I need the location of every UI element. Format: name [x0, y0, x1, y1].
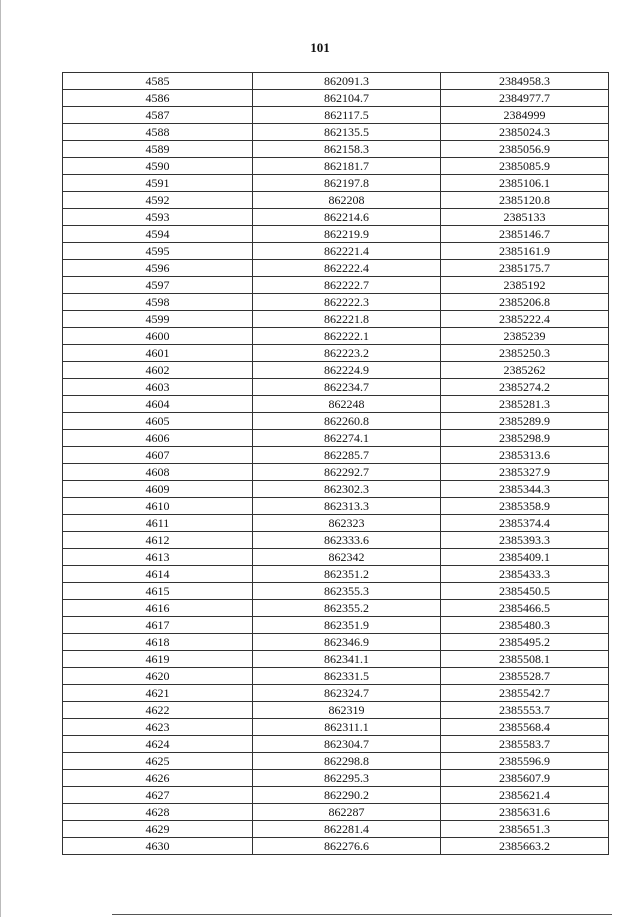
point-number-cell: 4622: [63, 702, 253, 719]
page-number: 101: [310, 40, 330, 55]
x-coordinate-cell: 862346.9: [253, 634, 441, 651]
table-row: [63, 549, 609, 566]
y-coordinate-cell: 2385344.3: [441, 481, 609, 498]
x-coordinate-cell: 862331.5: [253, 668, 441, 685]
point-number-cell: 4601: [63, 345, 253, 362]
y-coordinate-cell: 2385374.4: [441, 515, 609, 532]
table-row: [63, 736, 609, 753]
bottom-rule: [112, 914, 612, 915]
y-coordinate-cell: 2385583.7: [441, 736, 609, 753]
table-row: [63, 685, 609, 702]
x-coordinate-cell: 862197.8: [253, 175, 441, 192]
table-row: [63, 532, 609, 549]
point-number-cell: 4604: [63, 396, 253, 413]
point-number-cell: 4629: [63, 821, 253, 838]
point-number-cell: 4625: [63, 753, 253, 770]
point-number-cell: 4598: [63, 294, 253, 311]
y-coordinate-cell: 2385542.7: [441, 685, 609, 702]
table-row: [63, 328, 609, 345]
table-row: [63, 583, 609, 600]
y-coordinate-cell: 2385175.7: [441, 260, 609, 277]
x-coordinate-cell: 862304.7: [253, 736, 441, 753]
point-number-cell: 4609: [63, 481, 253, 498]
x-coordinate-cell: 862295.3: [253, 770, 441, 787]
point-number-cell: 4614: [63, 566, 253, 583]
table-row: [63, 719, 609, 736]
coordinates-table: [62, 72, 609, 855]
x-coordinate-cell: 862311.1: [253, 719, 441, 736]
y-coordinate-cell: 2385450.5: [441, 583, 609, 600]
point-number-cell: 4591: [63, 175, 253, 192]
point-number-cell: 4619: [63, 651, 253, 668]
table-row: [63, 787, 609, 804]
y-coordinate-cell: 2385553.7: [441, 702, 609, 719]
y-coordinate-cell: 2385133: [441, 209, 609, 226]
x-coordinate-cell: 862324.7: [253, 685, 441, 702]
point-number-cell: 4597: [63, 277, 253, 294]
y-coordinate-cell: 2385596.9: [441, 753, 609, 770]
point-number-cell: 4610: [63, 498, 253, 515]
x-coordinate-cell: 862104.7: [253, 90, 441, 107]
point-number-cell: 4605: [63, 413, 253, 430]
table-row: [63, 838, 609, 855]
point-number-cell: 4596: [63, 260, 253, 277]
x-coordinate-cell: 862219.9: [253, 226, 441, 243]
point-number-cell: 4615: [63, 583, 253, 600]
x-coordinate-cell: 862158.3: [253, 141, 441, 158]
table-row: [63, 498, 609, 515]
table-row: [63, 515, 609, 532]
table-row: [63, 566, 609, 583]
x-coordinate-cell: 862355.3: [253, 583, 441, 600]
table-row: [63, 770, 609, 787]
y-coordinate-cell: 2385085.9: [441, 158, 609, 175]
table-row: [63, 345, 609, 362]
point-number-cell: 4616: [63, 600, 253, 617]
x-coordinate-cell: 862223.2: [253, 345, 441, 362]
table-row: [63, 379, 609, 396]
point-number-cell: 4602: [63, 362, 253, 379]
table-row: [63, 107, 609, 124]
table-row: [63, 481, 609, 498]
y-coordinate-cell: 2385327.9: [441, 464, 609, 481]
table-row: [63, 192, 609, 209]
point-number-cell: 4594: [63, 226, 253, 243]
table-row: [63, 243, 609, 260]
table-row: [63, 617, 609, 634]
point-number-cell: 4590: [63, 158, 253, 175]
table-row: [63, 260, 609, 277]
point-number-cell: 4589: [63, 141, 253, 158]
point-number-cell: 4585: [63, 73, 253, 90]
x-coordinate-cell: 862260.8: [253, 413, 441, 430]
x-coordinate-cell: 862351.9: [253, 617, 441, 634]
point-number-cell: 4630: [63, 838, 253, 855]
x-coordinate-cell: 862287: [253, 804, 441, 821]
table-row: [63, 702, 609, 719]
point-number-cell: 4607: [63, 447, 253, 464]
y-coordinate-cell: 2385222.4: [441, 311, 609, 328]
y-coordinate-cell: 2385528.7: [441, 668, 609, 685]
y-coordinate-cell: 2385313.6: [441, 447, 609, 464]
x-coordinate-cell: 862302.3: [253, 481, 441, 498]
table-row: [63, 141, 609, 158]
x-coordinate-cell: 862117.5: [253, 107, 441, 124]
x-coordinate-cell: 862222.4: [253, 260, 441, 277]
x-coordinate-cell: 862298.8: [253, 753, 441, 770]
table-row: [63, 464, 609, 481]
y-coordinate-cell: 2385409.1: [441, 549, 609, 566]
y-coordinate-cell: 2384999: [441, 107, 609, 124]
table-row: [63, 175, 609, 192]
y-coordinate-cell: 2385663.2: [441, 838, 609, 855]
point-number-cell: 4620: [63, 668, 253, 685]
table-row: [63, 821, 609, 838]
table-body: [63, 73, 609, 855]
table-row: [63, 447, 609, 464]
table-row: [63, 430, 609, 447]
y-coordinate-cell: 2385262: [441, 362, 609, 379]
y-coordinate-cell: 2385024.3: [441, 124, 609, 141]
table-row: [63, 209, 609, 226]
y-coordinate-cell: 2385466.5: [441, 600, 609, 617]
x-coordinate-cell: 862224.9: [253, 362, 441, 379]
table-row: [63, 668, 609, 685]
x-coordinate-cell: 862290.2: [253, 787, 441, 804]
y-coordinate-cell: 2385056.9: [441, 141, 609, 158]
table-row: [63, 73, 609, 90]
table-row: [63, 804, 609, 821]
point-number-cell: 4624: [63, 736, 253, 753]
x-coordinate-cell: 862281.4: [253, 821, 441, 838]
table-row: [63, 277, 609, 294]
x-coordinate-cell: 862221.4: [253, 243, 441, 260]
y-coordinate-cell: 2384958.3: [441, 73, 609, 90]
table-row: [63, 294, 609, 311]
y-coordinate-cell: 2385651.3: [441, 821, 609, 838]
table-row: [63, 90, 609, 107]
table-row: [63, 600, 609, 617]
x-coordinate-cell: 862091.3: [253, 73, 441, 90]
y-coordinate-cell: 2385621.4: [441, 787, 609, 804]
x-coordinate-cell: 862333.6: [253, 532, 441, 549]
point-number-cell: 4621: [63, 685, 253, 702]
y-coordinate-cell: 2385358.9: [441, 498, 609, 515]
x-coordinate-cell: 862274.1: [253, 430, 441, 447]
x-coordinate-cell: 862222.7: [253, 277, 441, 294]
y-coordinate-cell: 2385161.9: [441, 243, 609, 260]
point-number-cell: 4611: [63, 515, 253, 532]
x-coordinate-cell: 862214.6: [253, 209, 441, 226]
point-number-cell: 4628: [63, 804, 253, 821]
y-coordinate-cell: 2385274.2: [441, 379, 609, 396]
x-coordinate-cell: 862248: [253, 396, 441, 413]
point-number-cell: 4592: [63, 192, 253, 209]
table-row: [63, 413, 609, 430]
x-coordinate-cell: 862181.7: [253, 158, 441, 175]
x-coordinate-cell: 862342: [253, 549, 441, 566]
y-coordinate-cell: 2385508.1: [441, 651, 609, 668]
point-number-cell: 4588: [63, 124, 253, 141]
point-number-cell: 4612: [63, 532, 253, 549]
x-coordinate-cell: 862208: [253, 192, 441, 209]
x-coordinate-cell: 862221.8: [253, 311, 441, 328]
x-coordinate-cell: 862323: [253, 515, 441, 532]
y-coordinate-cell: 2385146.7: [441, 226, 609, 243]
y-coordinate-cell: 2385568.4: [441, 719, 609, 736]
x-coordinate-cell: 862285.7: [253, 447, 441, 464]
x-coordinate-cell: 862319: [253, 702, 441, 719]
point-number-cell: 4593: [63, 209, 253, 226]
y-coordinate-cell: 2385106.1: [441, 175, 609, 192]
table-row: [63, 651, 609, 668]
table-row: [63, 158, 609, 175]
point-number-cell: 4608: [63, 464, 253, 481]
y-coordinate-cell: 2385239: [441, 328, 609, 345]
y-coordinate-cell: 2385120.8: [441, 192, 609, 209]
y-coordinate-cell: 2385393.3: [441, 532, 609, 549]
y-coordinate-cell: 2385289.9: [441, 413, 609, 430]
y-coordinate-cell: 2385607.9: [441, 770, 609, 787]
point-number-cell: 4618: [63, 634, 253, 651]
point-number-cell: 4617: [63, 617, 253, 634]
point-number-cell: 4600: [63, 328, 253, 345]
x-coordinate-cell: 862276.6: [253, 838, 441, 855]
y-coordinate-cell: 2385495.2: [441, 634, 609, 651]
x-coordinate-cell: 862222.3: [253, 294, 441, 311]
scan-edge-line: [0, 0, 1, 917]
y-coordinate-cell: 2384977.7: [441, 90, 609, 107]
table-row: [63, 362, 609, 379]
x-coordinate-cell: 862355.2: [253, 600, 441, 617]
y-coordinate-cell: 2385250.3: [441, 345, 609, 362]
point-number-cell: 4599: [63, 311, 253, 328]
x-coordinate-cell: 862135.5: [253, 124, 441, 141]
y-coordinate-cell: 2385281.3: [441, 396, 609, 413]
point-number-cell: 4603: [63, 379, 253, 396]
x-coordinate-cell: 862222.1: [253, 328, 441, 345]
table-row: [63, 311, 609, 328]
point-number-cell: 4587: [63, 107, 253, 124]
y-coordinate-cell: 2385480.3: [441, 617, 609, 634]
x-coordinate-cell: 862341.1: [253, 651, 441, 668]
table-row: [63, 753, 609, 770]
y-coordinate-cell: 2385298.9: [441, 430, 609, 447]
y-coordinate-cell: 2385192: [441, 277, 609, 294]
x-coordinate-cell: 862234.7: [253, 379, 441, 396]
point-number-cell: 4613: [63, 549, 253, 566]
point-number-cell: 4623: [63, 719, 253, 736]
table-row: [63, 396, 609, 413]
y-coordinate-cell: 2385433.3: [441, 566, 609, 583]
point-number-cell: 4627: [63, 787, 253, 804]
x-coordinate-cell: 862313.3: [253, 498, 441, 515]
point-number-cell: 4586: [63, 90, 253, 107]
point-number-cell: 4626: [63, 770, 253, 787]
x-coordinate-cell: 862292.7: [253, 464, 441, 481]
table-row: [63, 124, 609, 141]
table-row: [63, 226, 609, 243]
x-coordinate-cell: 862351.2: [253, 566, 441, 583]
point-number-cell: 4595: [63, 243, 253, 260]
y-coordinate-cell: 2385206.8: [441, 294, 609, 311]
y-coordinate-cell: 2385631.6: [441, 804, 609, 821]
table-row: [63, 634, 609, 651]
point-number-cell: 4606: [63, 430, 253, 447]
